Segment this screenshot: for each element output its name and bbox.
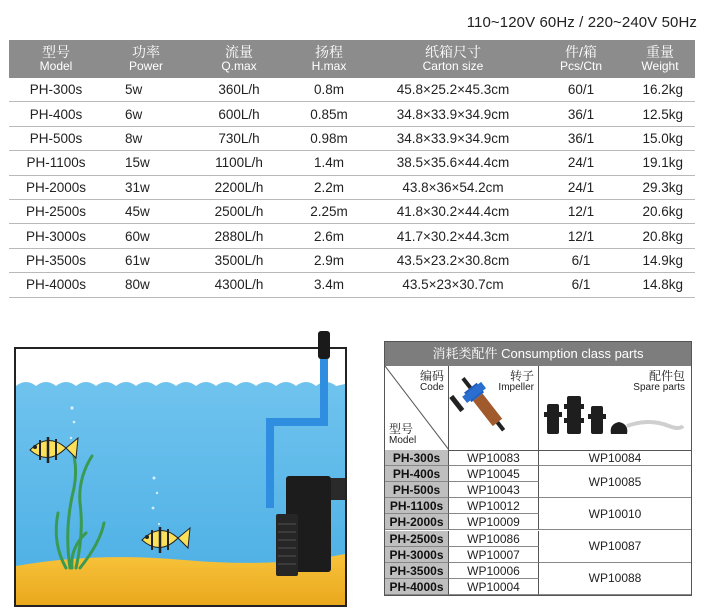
cell-weight: 14.9kg [625,248,695,272]
header-en: Weight [641,59,679,73]
cell-head: 2.25m [289,199,369,223]
cell-model: PH-400s [9,102,103,126]
header-en: Pcs/Ctn [559,59,602,73]
cell-carton: 34.8×33.9×34.9cm [369,102,537,126]
parts-impeller-code: WP10012 [449,498,539,514]
parts-impeller-code: WP10043 [449,482,539,498]
header-zh: 纸箱尺寸 [425,44,481,60]
cell-power: 31w [103,175,189,199]
cell-carton: 43.8×36×54.2cm [369,175,537,199]
cell-pcs: 12/1 [537,224,625,248]
cell-power: 15w [103,151,189,175]
parts-impeller-code: WP10086 [449,531,539,547]
spec-row [9,199,695,223]
cell-carton: 41.7×30.2×44.3cm [369,224,537,248]
cell-weight: 16.2kg [625,78,695,102]
parts-body [385,450,691,595]
parts-model: PH-3500s [385,563,449,579]
cell-flow: 360L/h [189,78,289,102]
cell-model: PH-2000s [9,175,103,199]
cell-head: 2.2m [289,175,369,199]
cell-weight: 19.1kg [625,151,695,175]
cell-model: PH-4000s [9,273,103,297]
parts-impeller-code: WP10083 [449,450,539,466]
header-en: Power [128,59,163,73]
header-pcs [537,40,625,78]
impeller-icon [449,366,539,450]
parts-spare-code: WP10010 [539,498,691,530]
parts-model: PH-4000s [385,579,449,595]
spec-row [9,175,695,199]
cell-carton: 41.8×30.2×44.4cm [369,199,537,223]
cell-power: 60w [103,224,189,248]
cell-model: PH-1100s [9,151,103,175]
header-code-model [385,366,449,450]
parts-model: PH-2500s [385,531,449,547]
cell-pcs: 6/1 [537,273,625,297]
cell-flow: 730L/h [189,126,289,150]
voltage-spec: 110~120V 60Hz / 220~240V 50Hz [466,14,697,31]
parts-model: PH-2000s [385,514,449,530]
header-impeller [449,366,539,450]
model-en: Model [389,435,417,446]
cell-pcs: 6/1 [537,248,625,272]
cell-weight: 14.8kg [625,273,695,297]
cell-flow: 1100L/h [189,151,289,175]
spec-row [9,224,695,248]
cell-weight: 29.3kg [625,175,695,199]
cell-model: PH-500s [9,126,103,150]
cell-head: 0.8m [289,78,369,102]
impeller-en: Impeller [498,382,534,393]
aquarium-illustration [14,328,359,608]
parts-impeller-code: WP10006 [449,563,539,579]
parts-table [384,341,692,596]
spec-header-row [9,40,695,78]
cell-head: 2.6m [289,224,369,248]
parts-spare-code: WP10084 [539,450,691,466]
spec-row [9,126,695,150]
cell-power: 8w [103,126,189,150]
cell-head: 0.85m [289,102,369,126]
cell-weight: 15.0kg [625,126,695,150]
cell-carton: 34.8×33.9×34.9cm [369,126,537,150]
cell-carton: 43.5×23.2×30.8cm [369,248,537,272]
parts-spare-code: WP10088 [539,563,691,595]
header-zh: 功率 [132,44,160,60]
header-flow [189,40,289,78]
header-zh: 型号 [42,44,70,60]
parts-model: PH-300s [385,450,449,466]
cell-flow: 2200L/h [189,175,289,199]
cell-flow: 2500L/h [189,199,289,223]
spare-zh: 配件包 [648,369,685,383]
cell-flow: 3500L/h [189,248,289,272]
parts-model: PH-1100s [385,498,449,514]
header-spare [539,366,691,450]
cell-pcs: 36/1 [537,126,625,150]
header-carton [369,40,537,78]
parts-impeller-code: WP10004 [449,579,539,595]
parts-model: PH-500s [385,482,449,498]
spec-row [9,151,695,175]
code-label [420,370,444,394]
cell-weight: 12.5kg [625,102,695,126]
header-weight [625,40,695,78]
header-zh: 扬程 [315,44,343,60]
spec-row [9,102,695,126]
parts-spare-code: WP10085 [539,466,691,498]
cell-power: 61w [103,248,189,272]
header-en: Q.max [221,59,257,73]
cell-flow: 600L/h [189,102,289,126]
cell-power: 6w [103,102,189,126]
parts-header [385,366,691,451]
cell-weight: 20.6kg [625,199,695,223]
spec-row [9,248,695,272]
cell-pcs: 24/1 [537,175,625,199]
header-en: Model [39,59,73,73]
cell-power: 5w [103,78,189,102]
cell-head: 3.4m [289,273,369,297]
parts-impeller-code: WP10009 [449,514,539,530]
cell-weight: 20.8kg [625,224,695,248]
impeller-zh: 转子 [509,369,534,383]
cell-model: PH-3000s [9,224,103,248]
parts-impeller-code: WP10045 [449,466,539,482]
cell-pcs: 24/1 [537,151,625,175]
parts-title: 消耗类配件 Consumption class parts [385,342,691,366]
cell-power: 45w [103,199,189,223]
parts-model: PH-3000s [385,547,449,563]
cell-carton: 43.5×23×30.7cm [369,273,537,297]
spec-row [9,78,695,102]
cell-carton: 45.8×25.2×45.3cm [369,78,537,102]
parts-spare-code: WP10087 [539,531,691,563]
cell-flow: 4300L/h [189,273,289,297]
header-zh: 重量 [646,44,674,60]
cell-flow: 2880L/h [189,224,289,248]
header-en: Carton size [422,59,484,73]
cell-head: 0.98m [289,126,369,150]
header-zh: 流量 [225,44,253,60]
spare-en: Spare parts [633,382,685,393]
cell-carton: 38.5×35.6×44.4cm [369,151,537,175]
code-en: Code [420,382,444,393]
parts-impeller-code: WP10007 [449,547,539,563]
cell-pcs: 12/1 [537,199,625,223]
header-power [103,40,189,78]
model-label [389,423,416,447]
header-en: H.max [311,59,347,73]
header-head [289,40,369,78]
cell-head: 2.9m [289,248,369,272]
cell-pcs: 60/1 [537,78,625,102]
model-zh: 型号 [389,422,414,436]
header-model [9,40,103,78]
cell-model: PH-300s [9,78,103,102]
cell-head: 1.4m [289,151,369,175]
header-zh: 件/箱 [565,44,597,60]
cell-power: 80w [103,273,189,297]
cell-pcs: 36/1 [537,102,625,126]
cell-model: PH-3500s [9,248,103,272]
cell-model: PH-2500s [9,199,103,223]
spec-row [9,273,695,297]
code-zh: 编码 [419,369,444,383]
spare-parts-icon [539,366,691,450]
parts-model: PH-400s [385,466,449,482]
spec-table [9,40,695,298]
